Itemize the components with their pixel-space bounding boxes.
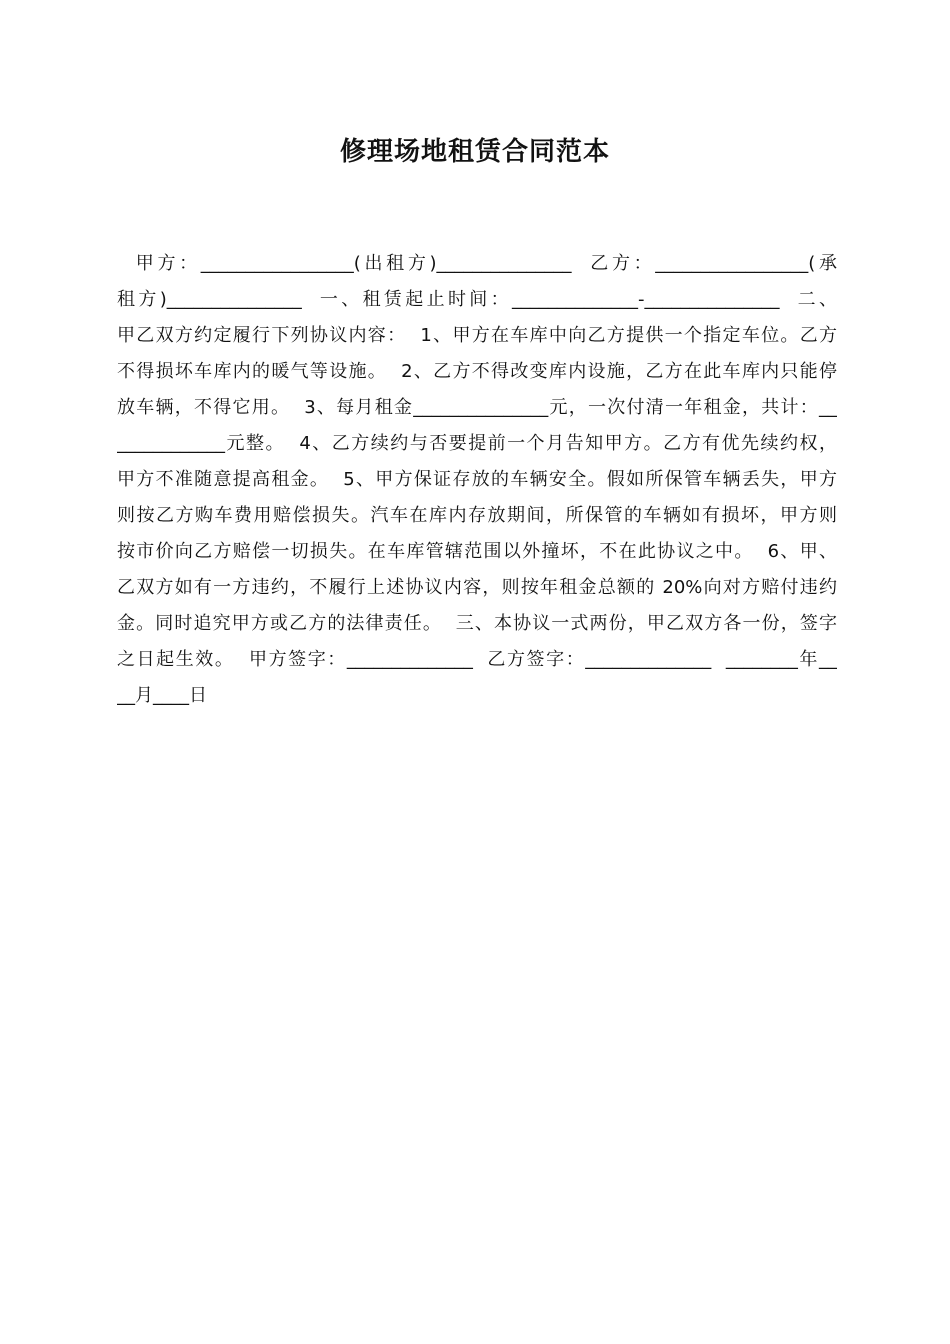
body-line: 之日起生效。 甲方签字：______________ 乙方签字：______________ ________年__ — [117, 649, 837, 670]
body-line: 甲方不准随意提高租金。 5、甲方保证存放的车辆安全。假如所保管车辆丢失，甲方 — [117, 469, 837, 490]
body-line-last: __月____日 — [117, 685, 207, 706]
body-line: 放车辆，不得它用。 3、每月租金_______________元，一次付清一年租金，共计：__ — [117, 397, 837, 418]
body-line: 金。同时追究甲方或乙方的法律责任。 三、本协议一式两份，甲乙双方各一份，签字 — [117, 613, 837, 634]
contract-body — [117, 246, 837, 714]
body-line: 甲乙双方约定履行下列协议内容： 1、甲方在车库中向乙方提供一个指定车位。乙方 — [117, 325, 837, 346]
body-line: 则按乙方购车费用赔偿损失。汽车在库内存放期间，所保管的车辆如有损坏，甲方则 — [117, 505, 837, 526]
body-line: 不得损坏车库内的暖气等设施。 2、乙方不得改变库内设施，乙方在此车库内只能停 — [117, 361, 837, 382]
body-line: 乙双方如有一方违约，不履行上述协议内容，则按年租金总额的 20%向对方赔付违约 — [117, 577, 837, 598]
body-line: ____________元整。 4、乙方续约与否要提前一个月告知甲方。乙方有优先续约权， — [117, 433, 837, 454]
body-line: 租方)_______________ 一、租赁起止时间：______________-_______________ 二、 — [117, 289, 837, 310]
document-title: 修理场地租赁合同范本 — [339, 137, 610, 167]
body-line: 甲方：_________________(出租方)_______________ 乙方：_________________(承 — [117, 253, 837, 274]
body-line: 按市价向乙方赔偿一切损失。在车库管辖范围以外撞坏，不在此协议之中。 6、甲、 — [117, 541, 837, 562]
